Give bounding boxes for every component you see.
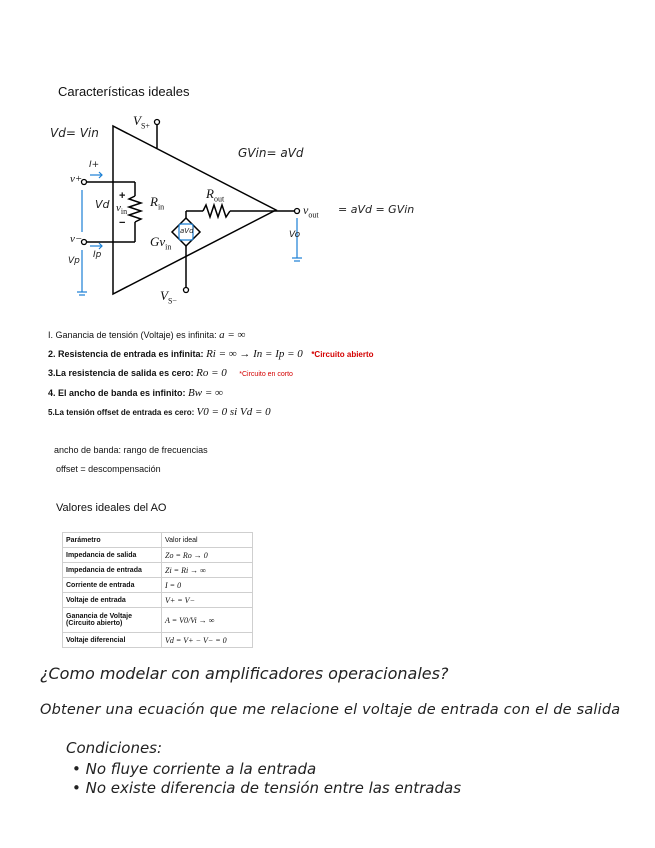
annotation-avd-source: aVd bbox=[180, 227, 194, 235]
table-row bbox=[63, 578, 253, 593]
table-cell: V+ = V− bbox=[162, 593, 253, 608]
handwritten-answer: Obtener una ecuación que me relacione el voltaje de entrada con el de salida bbox=[40, 702, 621, 718]
table-cell: Vd = V+ − V− = 0 bbox=[162, 633, 253, 648]
annotation-vp: Vp bbox=[68, 256, 80, 266]
vplus-label: v+ bbox=[70, 173, 83, 185]
table-row bbox=[63, 608, 253, 633]
table-row bbox=[63, 593, 253, 608]
table-cell: Voltaje de entrada bbox=[63, 593, 162, 608]
vs-minus-label: $V_{S-}$ bbox=[160, 288, 177, 306]
annotation-current-in: I+ bbox=[89, 160, 100, 170]
handwritten-conditions-title: Condiciones: bbox=[66, 739, 163, 757]
page-title: Características ideales bbox=[58, 84, 190, 99]
rout-label: $R_{out}$ bbox=[206, 186, 225, 204]
annotation-current-p: Ip bbox=[93, 250, 102, 260]
property-4: 4. El ancho de banda es infinito: Bw = ∞ bbox=[48, 387, 223, 399]
vin-minus-sign: − bbox=[119, 217, 126, 229]
vin-label: $v_{in}$ bbox=[116, 202, 128, 217]
vin-plus-sign: + bbox=[119, 190, 126, 202]
annotation-vout: = aVd = GVin bbox=[338, 203, 415, 216]
property-2: 2. Resistencia de entrada es infinita: Ri = ∞ → In = Ip = 0 *Circuito abierto bbox=[48, 348, 374, 360]
table-cell: A = V0/Vi → ∞ bbox=[162, 608, 253, 633]
table-cell: Voltaje diferencial bbox=[63, 633, 162, 648]
table-cell: Zo = Ro → 0 bbox=[162, 548, 253, 563]
rin-label: $R_{in}$ bbox=[150, 194, 165, 212]
table-cell: Impedancia de salida bbox=[63, 548, 162, 563]
definition-offset: offset = descompensación bbox=[56, 464, 161, 474]
vout-label: $v_{out}$ bbox=[303, 203, 319, 220]
table-row bbox=[63, 633, 253, 648]
annotation-vd: Vd bbox=[95, 198, 110, 211]
rin-resistor bbox=[129, 196, 141, 222]
vs-plus-label: $V_{S+}$ bbox=[133, 113, 150, 131]
table-header-row bbox=[63, 533, 253, 548]
definition-bandwidth: ancho de banda: rango de frecuencias bbox=[54, 445, 208, 455]
property-3: 3.La resistencia de salida es cero: Ro = 0 *Circuito en corto bbox=[48, 367, 293, 379]
annotation-vo: Vo bbox=[289, 230, 301, 240]
table-row bbox=[63, 548, 253, 563]
table-title: Valores ideales del AO bbox=[56, 502, 167, 514]
handwritten-condition-1: • No fluye corriente a la entrada bbox=[72, 760, 317, 778]
table-cell: I = 0 bbox=[162, 578, 253, 593]
table-header: Valor ideal bbox=[162, 533, 253, 548]
rout-resistor bbox=[203, 205, 230, 217]
handwritten-question: ¿Como modelar con amplificadores operacionales? bbox=[40, 664, 449, 683]
gvin-label: $Gv_{in}$ bbox=[150, 234, 172, 252]
property-1: I. Ganancia de tensión (Voltaje) es infinita: a = ∞ bbox=[48, 329, 246, 341]
vminus-label: v− bbox=[70, 233, 83, 245]
table-cell: Zi = Ri → ∞ bbox=[162, 563, 253, 578]
table-cell: Impedancia de entrada bbox=[63, 563, 162, 578]
property-5: 5.La tensión offset de entrada es cero: V0 = 0 si Vd = 0 bbox=[48, 406, 271, 418]
annotation-vd-vin: Vd= Vin bbox=[50, 126, 99, 140]
table-cell: Corriente de entrada bbox=[63, 578, 162, 593]
table-header: Parámetro bbox=[63, 533, 162, 548]
ideal-values-table bbox=[62, 532, 253, 648]
handwritten-condition-2: • No existe diferencia de tensión entre las entradas bbox=[72, 779, 462, 797]
annotation-gvin: GVin= aVd bbox=[238, 146, 304, 160]
table-cell: Ganancia de Voltaje (Circuito abierto) bbox=[63, 608, 162, 633]
table-row bbox=[63, 563, 253, 578]
